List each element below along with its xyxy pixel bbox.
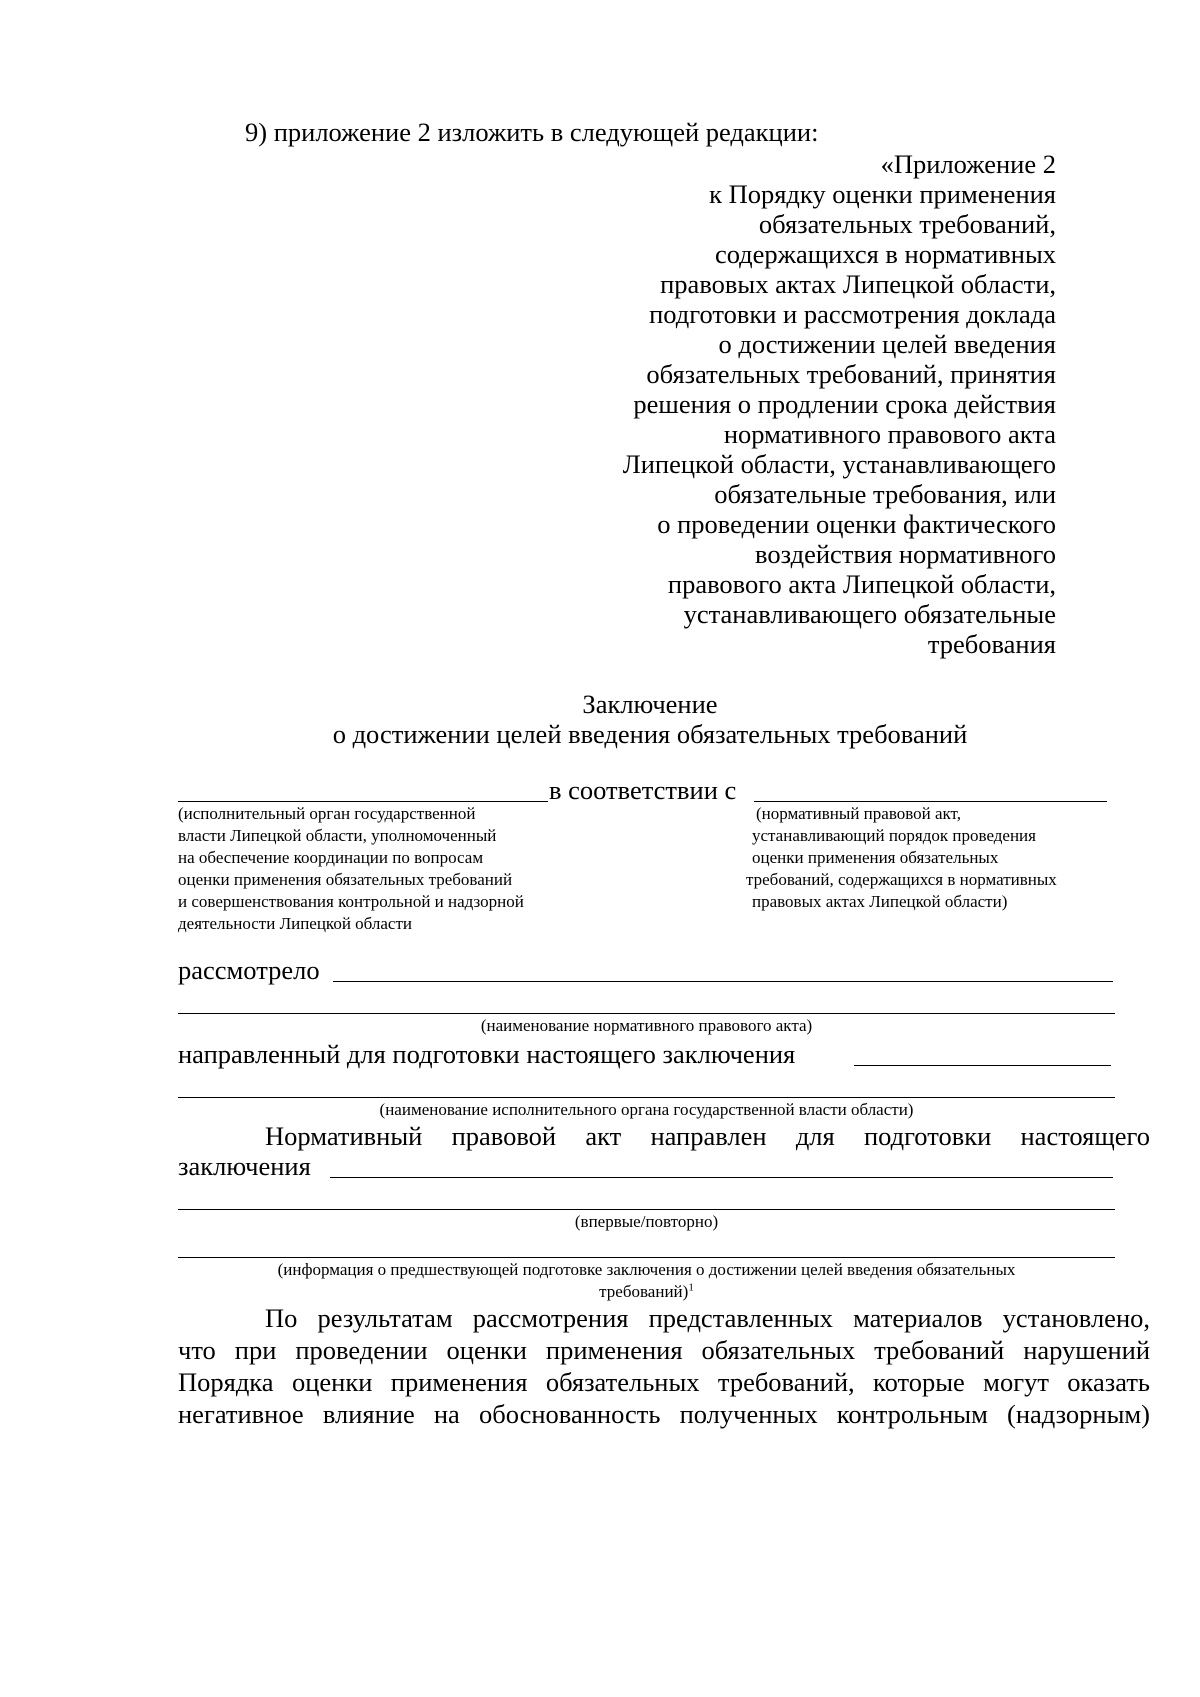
info-caption: (информация о предшествующей подготовке заключения о достижении целей введения обязательных	[277, 1260, 1016, 1279]
info-blank-line	[178, 1257, 1115, 1258]
appendix-line: подготовки и рассмотрения доклада	[649, 299, 1056, 329]
appendix-line: о достижении целей введения	[718, 329, 1056, 359]
appendix-line: содержащихся в нормативных	[714, 239, 1056, 269]
in-accordance-label: в соответствии с	[549, 775, 737, 805]
appendix-line: правового акта Липецкой области,	[667, 569, 1056, 599]
results-line: По результатам рассмотрения представленных материалов установлено,	[265, 1303, 1150, 1333]
caption-line: оценки применения обязательных требований	[178, 870, 513, 889]
appendix-line: нормативного правового акта	[723, 419, 1056, 449]
caption-line: оценки применения обязательных	[752, 848, 999, 867]
appendix-line: обязательных требований,	[758, 209, 1056, 239]
caption-line: правовых актах Липецкой области)	[752, 892, 1008, 911]
appendix-line: решения о продлении срока действия	[633, 389, 1056, 419]
footnote-mark: 1	[688, 1281, 694, 1294]
sent-paragraph-line: Нормативный правовой акт направлен для подготовки настоящего	[265, 1121, 1150, 1151]
appendix-line: «Приложение 2	[880, 149, 1056, 179]
caption-line: устанавливающий порядок проведения	[752, 826, 1036, 845]
organ-name-blank-line	[178, 1097, 1115, 1098]
results-line: негативное влияние на обоснованность полученных контрольным (надзорным)	[178, 1399, 1150, 1429]
reviewed-blank-line-2	[178, 1013, 1115, 1014]
caption-line: власти Липецкой области, уполномоченный	[178, 826, 497, 845]
appendix-line: к Порядку оценки применения	[709, 179, 1056, 209]
results-line: что при проведении оценки применения обязательных требований нарушений	[178, 1335, 1150, 1365]
sent-label: направленный для подготовки настоящего заключения	[178, 1039, 796, 1069]
sent-blank-line	[854, 1065, 1111, 1066]
caption-line: на обеспечение координации по вопросам	[178, 848, 484, 867]
caption-line: (нормативный правовой акт,	[756, 804, 961, 823]
appendix-line: требования	[927, 629, 1056, 659]
npa-caption: (наименование нормативного правового акта)	[480, 1016, 813, 1035]
appendix-line: устанавливающего обязательные	[683, 599, 1056, 629]
info-caption-2	[178, 1281, 1115, 1303]
caption-line: (исполнительный орган государственной	[178, 804, 476, 823]
appendix-line: Липецкой области, устанавливающего	[622, 449, 1056, 479]
reviewed-label: рассмотрело	[178, 955, 320, 985]
npa-order-blank-line	[754, 801, 1107, 802]
appendix-line: о проведении оценки фактического	[657, 509, 1056, 539]
sent-paragraph-line: заключения	[178, 1151, 311, 1181]
results-line: Порядка оценки применения обязательных требований, которые могут оказать	[178, 1367, 1150, 1397]
document-title: Заключение	[582, 689, 718, 719]
conclusion-blank-line	[330, 1177, 1113, 1178]
organ-blank-line	[178, 801, 548, 802]
appendix-line: правовых актах Липецкой области,	[660, 269, 1056, 299]
organ-caption: (наименование исполнительного органа государственной власти области)	[379, 1100, 914, 1119]
appendix-line: обязательные требования, или	[714, 479, 1056, 509]
caption-line: требований, содержащихся в нормативных	[746, 870, 1057, 889]
reviewed-blank-line	[333, 981, 1113, 982]
info-caption-text: требований)	[599, 1282, 689, 1301]
appendix-line: обязательных требований, принятия	[646, 359, 1056, 389]
caption-line: и совершенствования контрольной и надзорной	[178, 892, 524, 911]
intro-line: 9) приложение 2 изложить в следующей редакции:	[245, 117, 819, 147]
appendix-line: воздействия нормативного	[755, 539, 1056, 569]
first-repeat-blank-line	[178, 1209, 1115, 1210]
document-subtitle: о достижении целей введения обязательных требований	[332, 719, 968, 749]
first-repeat-caption: (впервые/повторно)	[574, 1212, 719, 1231]
caption-line: деятельности Липецкой области	[178, 914, 413, 933]
